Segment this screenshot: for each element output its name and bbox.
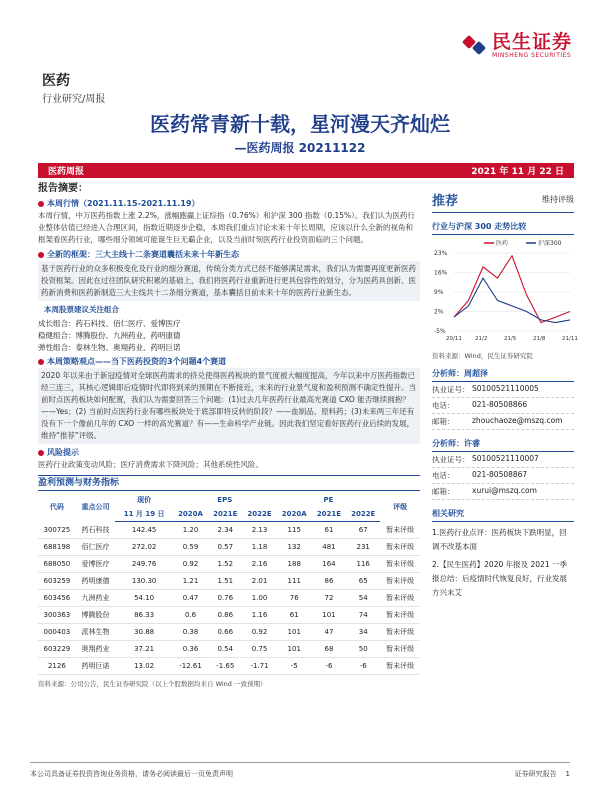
related-list: [432, 526, 574, 600]
cell-rating: 暂未评级: [380, 607, 420, 624]
cell-rating: 暂未评级: [380, 556, 420, 573]
cell-code: 300725: [38, 522, 76, 539]
cell-name: 药明康德: [76, 573, 116, 590]
cell-code: 688050: [38, 556, 76, 573]
cell-pe: -6: [346, 658, 380, 675]
analyst-key: 邮箱：: [432, 417, 455, 426]
y-tick-label: 23%: [434, 250, 448, 257]
related-item[interactable]: 2.【民生医药】2020 年报及 2021 一季报总结：后疫情时代恢复良好，行业发展方兴未艾: [432, 560, 567, 597]
financial-table: [38, 493, 420, 675]
cell-rating: 暂未评级: [380, 522, 420, 539]
cell-eps: -1.65: [208, 658, 242, 675]
analyst-row: [432, 414, 574, 430]
th-price-date: 11 月 19 日: [115, 507, 173, 522]
cell-eps: 0.66: [208, 624, 242, 641]
series-line-医药: [454, 256, 570, 323]
cell-eps: 0.92: [242, 624, 276, 641]
chart-title: 行业与沪深 300 走势比较: [432, 221, 574, 235]
cell-eps: 0.54: [208, 641, 242, 658]
cell-pe: 101: [277, 641, 312, 658]
analyst-key: 执业证号：: [432, 385, 470, 394]
analyst-value: S0100521110007: [472, 454, 539, 463]
table-row: [38, 624, 420, 641]
cell-code: 2126: [38, 658, 76, 675]
y-tick-label: 2%: [434, 308, 444, 316]
analyst2-info: [432, 452, 574, 500]
subindustry-label: 行业研究/周报: [42, 94, 106, 105]
cell-eps: 2.13: [242, 522, 276, 539]
rating-row: [432, 190, 574, 213]
cell-code: 688198: [38, 539, 76, 556]
analyst1-heading: 分析师：周超泽: [432, 368, 574, 382]
cell-price: 13.02: [115, 658, 173, 675]
cell-eps: 0.59: [173, 539, 208, 556]
cell-name: 博腾股份: [76, 607, 116, 624]
table-title: 盈利预测与财务指标: [38, 475, 420, 491]
footer-divider: [30, 762, 570, 763]
summary-heading: 报告摘要：: [38, 183, 88, 194]
y-tick-label: 16%: [434, 269, 448, 277]
footer: [30, 769, 570, 779]
section-heading-1: [38, 198, 420, 210]
analyst1-info: [432, 382, 574, 430]
cell-pe: 72: [312, 590, 346, 607]
analyst-row: [432, 468, 574, 484]
cell-code: 603229: [38, 641, 76, 658]
cell-pe: 67: [346, 522, 380, 539]
analyst-value: zhouchaoze@mszq.com: [472, 416, 563, 425]
footer-disclaimer: 本公司具备证券投资咨询业务资格，请务必阅读最后一页免责声明: [30, 770, 233, 778]
analyst-value: xurui@mszq.com: [472, 486, 537, 495]
analyst-value: S0100521110005: [472, 384, 539, 393]
cell-name: 药石科技: [76, 522, 116, 539]
analyst-key: 执业证号：: [432, 455, 470, 464]
cell-pe: -5: [277, 658, 312, 675]
band-left: 医药周报: [48, 167, 85, 177]
cell-price: 272.02: [115, 539, 173, 556]
cell-pe: 74: [346, 607, 380, 624]
cell-pe: 116: [346, 556, 380, 573]
th-price: 现价: [137, 496, 152, 504]
x-tick-label: 21/2: [475, 336, 488, 342]
cell-code: 603259: [38, 573, 76, 590]
logo-mark-icon: [464, 33, 486, 59]
section-body-4: 2020 年以来由于新冠疫情对全球医药需求的挤兑使得医药板块的景气度被大幅度提高，今年以来中万医药指数已经三连三，其核心逻辑即后疫情时代即将到来的预期在不断接近，未来的行业景气度和盈利预测不确定性提升。当前时点医药板块如何配置，我们认为需要回答三个问题：(1)过去几年医药行业最高光赛道 CXO 能否继续拥抱？——Yes；(2) 当前时点医药行业有哪些板块处于底部即将反转的阶段？——血制品、原料药；(3)未来两三年还有没有下一个像前几年的 CXO 一样的高光赛道？有——生命科学产业链。因此我们坚定看好医药行业后续的发展，维持“推荐”评级。: [38, 368, 420, 444]
analyst-row: [432, 484, 574, 500]
cell-eps: 2.01: [242, 573, 276, 590]
bullet-dot-icon: [38, 450, 44, 456]
x-tick-label: 21/11: [562, 336, 578, 342]
cell-eps: 0.75: [242, 641, 276, 658]
table-row: [38, 590, 420, 607]
cell-eps: -1.71: [242, 658, 276, 675]
section-title: 本周行情（2021.11.15-2021.11.19）: [47, 199, 200, 208]
th-year: 2020A: [277, 507, 312, 522]
related-heading: 相关研究: [432, 508, 574, 522]
cell-pe: 34: [346, 624, 380, 641]
cell-code: 000403: [38, 624, 76, 641]
section-body-1: 本周行情，中万医药指数上涨 2.2%，涨幅跑赢上证综指（0.76%）和沪深 300 指数（0.15%）。我们认为医药行业整体估值已经进入合理区间，指数近期逐步企稳，本周我们重点讨论未来十年长周期，应该以什么全新的视角和框架看医药行业，哪些细分领域可能诞生巨无霸企业，以及当前时刻医药行业投资面临的三个问题。: [38, 211, 415, 244]
th-year: 2020A: [173, 507, 208, 522]
section-body-2: 基于医药行业的众多积极变化及行业的细分赛道，传统分类方式已经不能够满足需求，我们认为需要再度更新医药投资框架。因此在过往团队研究积累的基础上，我们将医药行业重新进行更具包容性的划分，分为医药具创新、医药新消费和医药新制造三大主线共十二条细分赛道，基本囊括目前未来十年的医药行业新生态。: [38, 261, 420, 301]
cell-eps: 1.00: [242, 590, 276, 607]
cell-eps: 0.76: [208, 590, 242, 607]
analyst-row: [432, 382, 574, 398]
cell-pe: 61: [312, 522, 346, 539]
cell-name: 佰仁医疗: [76, 539, 116, 556]
page-number: 1: [565, 770, 570, 778]
section-title: 本周策略观点——当下医药投资的3个问题4个赛道: [47, 357, 227, 366]
cell-pe: 68: [312, 641, 346, 658]
cell-eps: 0.47: [173, 590, 208, 607]
cell-price: 30.88: [115, 624, 173, 641]
rating: 推荐: [432, 194, 459, 209]
cell-pe: 111: [277, 573, 312, 590]
band-date: 2021 年 11 月 22 日: [471, 167, 564, 177]
cell-pe: 164: [312, 556, 346, 573]
th-name: 重点公司: [81, 503, 110, 512]
y-tick-label: -5%: [434, 328, 446, 335]
cell-price: 249.76: [115, 556, 173, 573]
cell-eps: 2.16: [242, 556, 276, 573]
cell-eps: 1.18: [242, 539, 276, 556]
footer-label: 证券研究报告: [514, 770, 557, 778]
th-year: 2021E: [208, 507, 242, 522]
cell-pe: 50: [346, 641, 380, 658]
cell-pe: 231: [346, 539, 380, 556]
cell-code: 300363: [38, 607, 76, 624]
section-title: 全新的框架：三大主线十二条赛道囊括未来十年新生态: [47, 250, 239, 259]
cell-rating: 暂未评级: [380, 658, 420, 675]
cell-pe: 101: [312, 607, 346, 624]
cell-eps: 0.38: [173, 624, 208, 641]
cell-rating: 暂未评级: [380, 624, 420, 641]
cell-eps: 1.20: [173, 522, 208, 539]
cell-rating: 暂未评级: [380, 573, 420, 590]
x-tick-label: 20/11: [446, 336, 462, 342]
cell-eps: 0.57: [208, 539, 242, 556]
cell-eps: -12.61: [173, 658, 208, 675]
section-heading-4: [38, 356, 420, 368]
cell-code: 603456: [38, 590, 76, 607]
cell-name: 药明巨诺: [76, 658, 116, 675]
section-title: 风险提示: [47, 448, 79, 457]
cell-pe: 47: [312, 624, 346, 641]
cell-pe: 101: [277, 624, 312, 641]
legend-label: 沪深300: [538, 240, 562, 247]
section-heading-5: [38, 447, 420, 459]
table-row: [38, 539, 420, 556]
combo-item: 弹性组合：泰林生物、奥翔药业、药明巨诺: [38, 343, 181, 352]
logo: [464, 32, 572, 59]
combo-item: 稳健组合：博腾股份、九洲药业、药明康德: [38, 331, 181, 340]
th-pe: PE: [323, 496, 334, 504]
analyst-value: 021-80508867: [472, 470, 528, 479]
th-eps: EPS: [217, 496, 233, 504]
logo-en: MINSHENG SECURITIES: [491, 52, 572, 59]
table-row: [38, 556, 420, 573]
bullet-dot-icon: [38, 359, 44, 365]
table-source: 资料来源：公司公告，民生证券研究院（以上个股数据均来自 Wind 一致预期）: [38, 680, 267, 688]
industry-label: 医药: [42, 73, 70, 89]
table-row: [38, 641, 420, 658]
cell-rating: 暂未评级: [380, 539, 420, 556]
trend-chart: [432, 235, 578, 347]
cell-price: 54.10: [115, 590, 173, 607]
cell-pe: 188: [277, 556, 312, 573]
cell-pe: 481: [312, 539, 346, 556]
table-row: [38, 658, 420, 675]
cell-eps: 1.51: [208, 573, 242, 590]
cell-pe: 65: [346, 573, 380, 590]
cell-price: 130.30: [115, 573, 173, 590]
th-year: 2022E: [346, 507, 380, 522]
analyst-key: 邮箱：: [432, 487, 455, 496]
footer-right: [515, 769, 570, 779]
cell-rating: 暂未评级: [380, 590, 420, 607]
bullet-dot-icon: [38, 252, 44, 258]
cell-pe: 115: [277, 522, 312, 539]
analyst-value: 021-80508866: [472, 400, 528, 409]
x-tick-label: 21/5: [504, 336, 517, 342]
cell-pe: 132: [277, 539, 312, 556]
cell-pe: 86: [312, 573, 346, 590]
th-year: 2021E: [312, 507, 346, 522]
related-item[interactable]: 1.医药行业点评：医药板块下跌明显，回调不改基本面: [432, 528, 567, 551]
x-tick-label: 21/8: [533, 336, 546, 342]
cell-eps: 0.6: [173, 607, 208, 624]
cell-eps: 1.16: [242, 607, 276, 624]
cell-name: 爱博医疗: [76, 556, 116, 573]
y-tick-label: 9%: [434, 289, 444, 296]
cell-eps: 1.52: [208, 556, 242, 573]
analyst-row: [432, 398, 574, 414]
left-column: [38, 183, 420, 690]
cell-price: 142.45: [115, 522, 173, 539]
table-row: [38, 573, 420, 590]
th-year: 2022E: [242, 507, 276, 522]
rating-sub: 维持评级: [542, 195, 574, 204]
right-column: [432, 190, 578, 600]
cell-pe: 61: [277, 607, 312, 624]
cell-name: 九洲药业: [76, 590, 116, 607]
analyst-key: 电话：: [432, 401, 455, 410]
cell-pe: -6: [312, 658, 346, 675]
chart-source: 资料来源：Wind，民生证券研究院: [432, 352, 533, 360]
section-heading-2: [38, 249, 420, 261]
cell-eps: 0.36: [173, 641, 208, 658]
cell-eps: 1.21: [173, 573, 208, 590]
cell-name: 奥翔药业: [76, 641, 116, 658]
bullet-dot-icon: [38, 201, 44, 207]
cell-pe: 76: [277, 590, 312, 607]
page-subtitle: —医药周报 20211122: [234, 141, 366, 155]
page-title: 医药常青新十载，星河漫天齐灿烂: [150, 112, 450, 136]
combo-item: 成长组合：药石科技、佰仁医疗、爱博医疗: [38, 319, 181, 328]
section-heading-3: 本周股票建议关注组合: [44, 305, 119, 314]
analyst-key: 电话：: [432, 471, 455, 480]
series-line-沪深300: [454, 278, 570, 323]
combo-list: [38, 318, 420, 354]
header-band: [38, 163, 574, 178]
table-row: [38, 607, 420, 624]
table-row: [38, 522, 420, 539]
cell-eps: 0.86: [208, 607, 242, 624]
legend-label: 医药: [496, 240, 509, 247]
cell-rating: 暂未评级: [380, 641, 420, 658]
cell-eps: 2.34: [208, 522, 242, 539]
cell-pe: 54: [346, 590, 380, 607]
cell-name: 派林生物: [76, 624, 116, 641]
analyst2-heading: 分析师：许睿: [432, 438, 574, 452]
section-body-5: 医药行业政策变动风险；医疗消费需求下降风险；其他系统性风险。: [38, 460, 263, 469]
cell-price: 37.21: [115, 641, 173, 658]
cell-eps: 0.92: [173, 556, 208, 573]
logo-cn: 民生证券: [491, 31, 572, 53]
th-code: 代码: [49, 503, 64, 512]
th-rating: 评级: [393, 503, 408, 512]
analyst-row: [432, 452, 574, 468]
cell-price: 86.33: [115, 607, 173, 624]
